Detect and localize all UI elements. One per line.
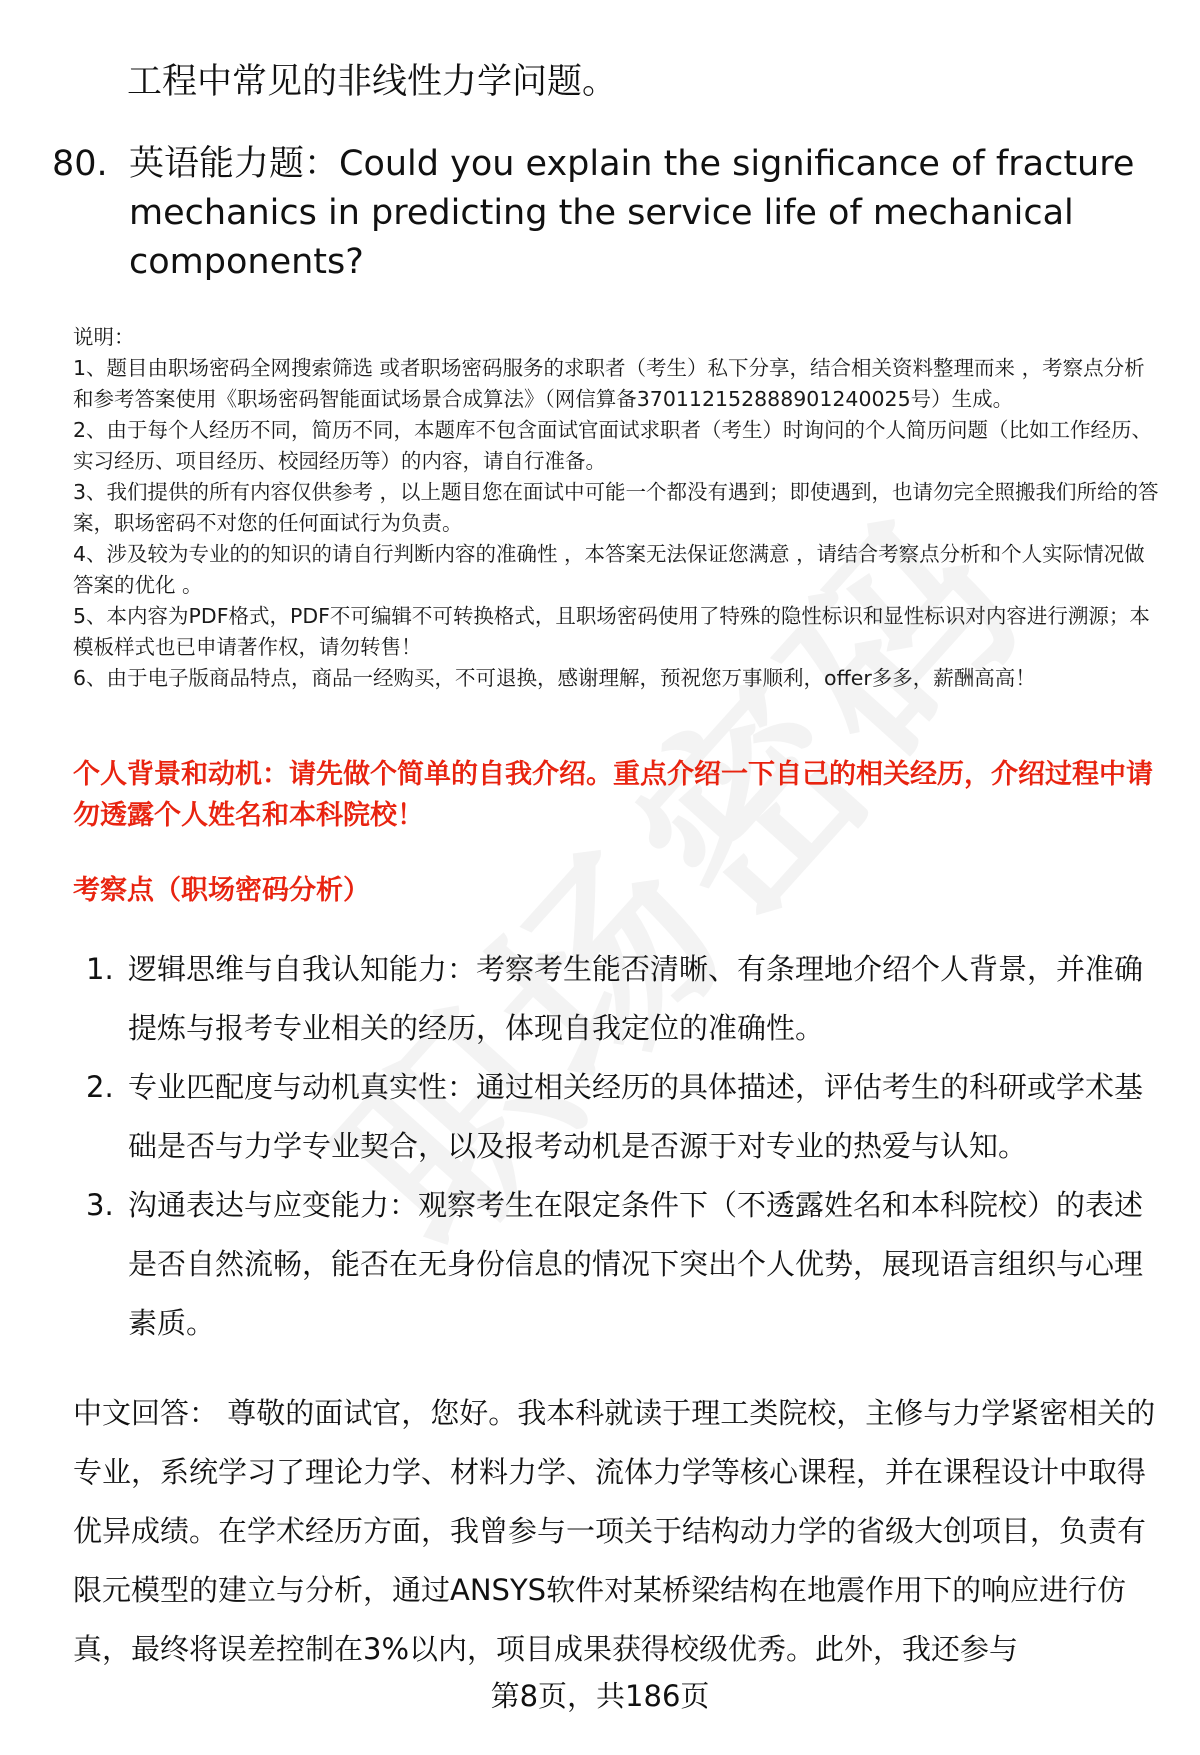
note-item: 6、由于电子版商品特点，商品一经购买，不可退换，感谢理解，预祝您万事顺利，offer多多，薪酬高高！	[73, 666, 1036, 690]
point-number: 1.	[86, 952, 114, 986]
point-number: 3.	[86, 1188, 114, 1222]
page-footer: 第8页，共186页	[490, 1679, 710, 1713]
point-text: 沟通表达与应变能力：观察考生在限定条件下（不透露姓名和本科院校）的表述是否自然流畅，能否在无身份信息的情况下突出个人优势，展现语言组织与心理素质。	[128, 1188, 1144, 1340]
analysis-point	[80, 1058, 1165, 1176]
analysis-points	[80, 940, 1165, 1353]
note-item: 5、本内容为PDF格式，PDF不可编辑不可转换格式，且职场密码使用了特殊的隐性标识和显性标识对内容进行溯源；本模板样式也已申请著作权，请勿转售！	[73, 604, 1150, 659]
point-text: 逻辑思维与自我认知能力：考察考生能否清晰、有条理地介绍个人背景，并准确提炼与报考专业相关的经历，体现自我定位的准确性。	[128, 952, 1144, 1045]
note-item: 2、由于每个人经历不同，简历不同，本题库不包含面试官面试求职者（考生）时询问的个人简历问题（比如工作经历、实习经历、项目经历、校园经历等）的内容，请自行准备。	[73, 418, 1153, 473]
question-number: 80.	[52, 144, 108, 184]
analysis-point	[80, 1176, 1165, 1353]
chinese-answer: 中文回答： 尊敬的面试官，您好。我本科就读于理工类院校，主修与力学紧密相关的专业，系统学习了理论力学、材料力学、流体力学等核心课程，并在课程设计中取得优异成绩。在学术经历方面，我曾参与一项关于结构动力学的省级大创项目，负责有限元模型的建立与分析，通过ANSYS软件对某桥梁结构在地震作用下的响应进行仿真，最终将误差控制在3%以内，项目成果获得校级优秀。此外，我还参与	[73, 1396, 1156, 1666]
note-item: 4、涉及较为专业的的知识的请自行判断内容的准确性 ，本答案无法保证您满意 ，请结合考察点分析和个人实际情况做答案的优化 。	[73, 542, 1145, 597]
interview-question-title: 个人背景和动机：请先做个简单的自我介绍。重点介绍一下自己的相关经历，介绍过程中请勿透露个人姓名和本科院校！	[73, 759, 1153, 831]
analysis-title: 考察点（职场密码分析）	[73, 875, 370, 906]
analysis-point	[80, 940, 1165, 1058]
question-text: 英语能力题：Could you explain the significance of fracture mechanics in predicting the service life of mechanical components?	[129, 144, 1135, 282]
continued-line: 工程中常见的非线性力学问题。	[127, 62, 618, 102]
point-number: 2.	[86, 1070, 114, 1104]
notes-heading: 说明：	[73, 325, 135, 349]
note-item: 1、题目由职场密码全网搜索筛选 或者职场密码服务的求职者（考生）私下分享，结合相关资料整理而来 ，考察点分析和参考答案使用《职场密码智能面试场景合成算法》（网信算备370112152888901240025号）生成。	[73, 356, 1145, 411]
point-text: 专业匹配度与动机真实性：通过相关经历的具体描述，评估考生的科研或学术基础是否与力学专业契合，以及报考动机是否源于对专业的热爱与认知。	[128, 1070, 1144, 1163]
note-item: 3、我们提供的所有内容仅供参考 ，以上题目您在面试中可能一个都没有遇到；即使遇到，也请勿完全照搬我们所给的答案，职场密码不对您的任何面试行为负责。	[73, 480, 1159, 535]
notes-block	[73, 322, 1163, 694]
